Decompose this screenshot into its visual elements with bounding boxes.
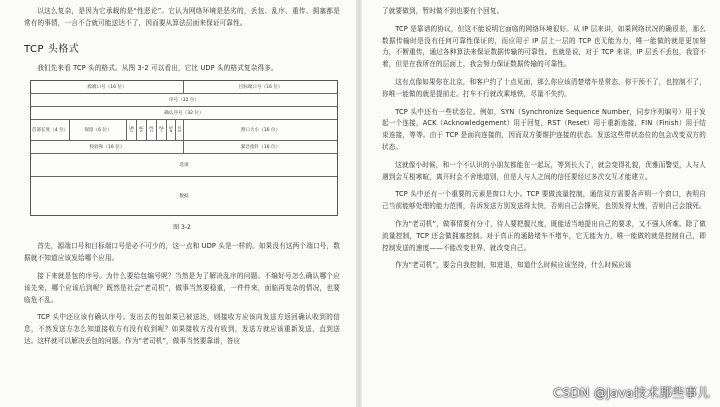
- cell-seq: 序号（32 位）: [168, 98, 200, 104]
- left-paragraph: 首先，源端口号和目标端口号是必不可少的，这一点和 UDP 头是一样的。如果没有这两个端口号，数据就不知道应该发给哪个应用。: [24, 242, 340, 263]
- cell-data: 数据: [179, 194, 189, 200]
- right-paragraph: TCP 头中还有一些状态位。例如，SYN（Synchronize Sequence Number，同步序列编号）用于发起一个连接，ACK（Acknowledgement）用于回复，RST（Reset）用于重新连接，FIN（Finish）用于结束连接，等等。由于 TCP 是面向连接的，因而双方要维护连接的状态。发送这些带状态位的包会改变双方的状态。: [382, 107, 706, 151]
- flag-urg: URG: [127, 120, 137, 140]
- cell-urgent-pointer: 紧急指针（16 位）: [240, 145, 281, 151]
- left-top-paragraph: 以这么复杂，是因为它承载的是“性恶论”。它认为网络环境是恶劣的，丢包、乱序、重传、拥塞都是常有的事情，一言不合就可能送达不了，因而要从算法层面来保证可靠性。: [24, 7, 340, 27]
- flag-psh: PSH: [147, 120, 157, 140]
- left-paragraph: 接下来就是包的序号。为什么要给包编号呢？当然是为了解决乱序的问题。不编好号怎么确认哪个应该先来，哪个应该后到呢？既然是社会“老司机”，做事当然要稳重，一件件来，面临再复杂的情况，也要临危不乱。: [24, 271, 340, 304]
- flag-syn: SYN: [167, 120, 176, 140]
- figure-intro: 我们先来看 TCP 头的格式。从图 3-2 可以看出，它比 UDP 头的格式复杂得多。: [37, 63, 278, 72]
- flag-fin: FIN: [176, 120, 184, 140]
- cell-window-size: 窗口大小（16 位）: [240, 128, 281, 134]
- right-paragraph: 作为“老司机”，做事情要有分寸，待人要把握尺度，既能适当地提出自己的要求，又不强人所难。除了做流量控制，TCP 还会做拥塞控制。对于真正的通路堵车不堵车，它无能为力，唯一能做的就是控制自己，即控制发送的速度——不能改变世界，就改变自己。: [382, 219, 706, 252]
- right-paragraph: 作为“老司机”，要会自我控制，知进退，知道什么时候应该坚持，什么时候应该: [395, 261, 632, 270]
- cell-ack: 确认序号（32 位）: [164, 111, 204, 117]
- right-paragraph: 这有点像如果你在北京，和客户约了十点见面，那么你应该清楚堵车是常态，你干预不了，也控制不了，你唯一能做的就是提前走。打车不行就改乘地铁，尽量不失约。: [382, 77, 706, 98]
- tcp-header-figure: [30, 80, 338, 216]
- right-paragraph: 这就像小时候，和一个不认识的小朋友都能在一起玩，等到长大了，就会变得礼貌，优雅而警觉，人与人遇到会互相寒暄，离开时会不舍地道别，但是人与人之间的信任要经过多次交互才能建立。: [382, 160, 706, 181]
- cell-checksum: 校验和（16 位）: [31, 141, 184, 153]
- right-page: [362, 0, 720, 407]
- cell-dest-port: 目标端口号（16 位）: [238, 85, 283, 91]
- cell-options: 选项: [179, 163, 189, 169]
- right-paragraph: TCP 头中还有一个重要的元素是窗口大小。TCP 要做流量控制，通信双方需要各声明一个窗口，表明自己当前能够处理的能力范围，告诉发送方别发送得太快，否则自己会撑死，也别发得太慢，否则自己会饿死。: [382, 190, 706, 211]
- flag-rst: RST: [157, 120, 167, 140]
- flag-ack: ACK: [137, 120, 147, 140]
- cell-header-length: 首部长度（4 位）: [31, 120, 70, 140]
- cell-reserved: 保留（6 位）: [70, 120, 127, 140]
- section-title: TCP 头格式: [24, 43, 80, 55]
- left-page: [0, 0, 356, 407]
- right-paragraph: TCP 是靠谱的协议，但这不能说明它面临的网络环境很好。从 IP 层来讲，如果网络状况的确很差，那么数据传输时是没有任何可靠性保证的，而应用于 IP 层上一层的 TCP 也无能为力，唯一能做的就是更加努力，不断重传，通过各种算法来保证数据传输的可靠性。也就是说，对于 TCP 来讲，IP 层丢不丢包，我管不着，但是在我所在的层面上，我会努力保证数据传输的可靠性。: [382, 24, 706, 69]
- csdn-watermark: CSDN @Java技术那些事儿: [553, 385, 710, 400]
- right-paragraph: 了就要做到，暂时做不到也要有个回复。: [382, 7, 504, 15]
- cell-source-port: 源端口号（16 位）: [31, 81, 184, 93]
- left-paragraph: TCP 头中还应该有确认序号。发出去的包如果已被送达，则接收方应该向发送方返回确认收到的信息，不然发送方怎么知道接收方有没有收到呢？如果接收方没有收到，发送方就应该重新发送，直到送达。这样就可以解决丢包的问题。作为“老司机”，做事当然要靠谱，答应: [24, 313, 340, 345]
- figure-caption: 图 3-2: [173, 224, 191, 232]
